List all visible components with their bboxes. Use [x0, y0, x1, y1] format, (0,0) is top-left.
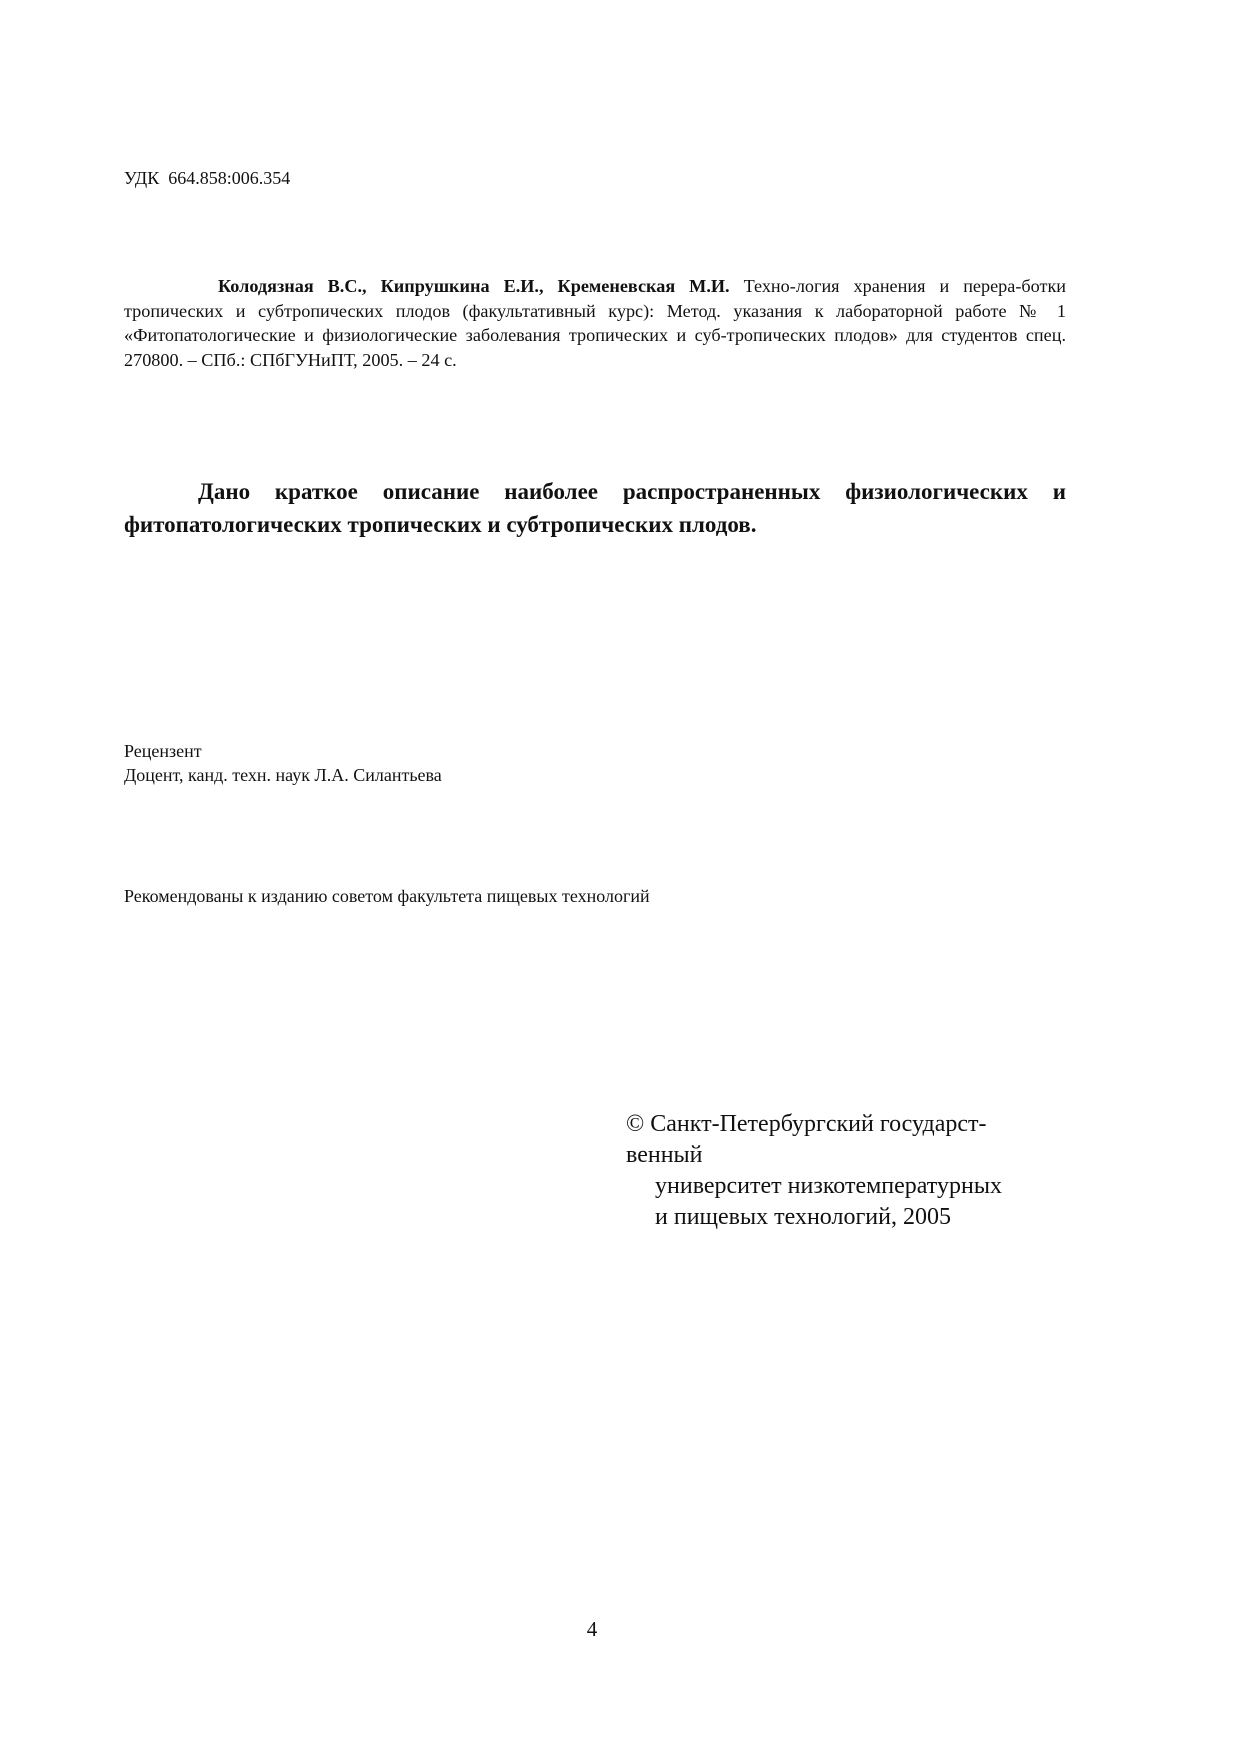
page-number: 4	[586, 1617, 598, 1641]
udk-code: УДК 664.858:006.354	[124, 168, 291, 188]
reviewer-heading: Рецензент	[124, 741, 202, 761]
copyright-line-4: и пищевых технологий, 2005	[655, 1204, 951, 1230]
copyright-line-3: университет низкотемпературных	[655, 1173, 1002, 1199]
bibliographic-description	[124, 274, 1066, 372]
reviewer-name: Доцент, канд. техн. наук Л.А. Силантьева	[124, 765, 442, 785]
copyright-line-1: © Санкт-Петербургский государст-	[626, 1111, 987, 1137]
copyright-line-2: венный	[626, 1142, 703, 1168]
copyright-block	[626, 1109, 1066, 1233]
bibliographic-text: Техно-логия хранения и перера-ботки тропических и субтропических плодов (факультативный курс): Метод. указания к лабораторной работе № 1 «Фитопатологические и физиологические заболевания тропических и суб-тропических плодов» для студентов спец. 270800. – СПб.: СПбГУНиПТ, 2005. – 24 с.	[124, 276, 1067, 370]
authors: Колодязная В.С., Кипрушкина Е.И., Кременевская М.И.	[218, 276, 730, 296]
publication-recommendation: Рекомендованы к изданию советом факультета пищевых технологий	[124, 886, 650, 906]
abstract-summary: Дано краткое описание наиболее распространенных физиологических и фитопатологических тропических и субтропических плодов.	[124, 479, 1066, 537]
